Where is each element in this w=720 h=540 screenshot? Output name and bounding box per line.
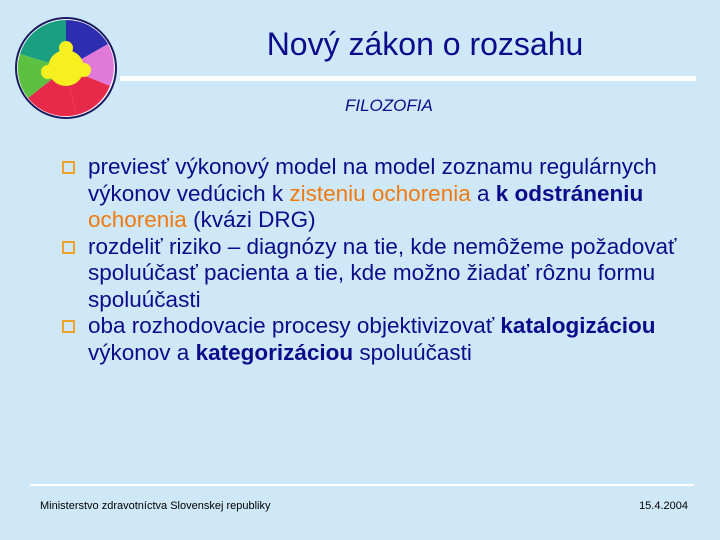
title-divider — [120, 76, 696, 81]
bullet-item — [62, 234, 702, 314]
bold-text: katalogizáciou — [500, 313, 656, 338]
bullet-text: rozdeliť riziko – diagnózy na tie, kde nemôžeme požadovať spoluúčasť pacienta a tie, kde možno žiadať rôznu formu spoluúčasti — [88, 233, 677, 312]
bullet-text: spoluúčasti — [353, 339, 472, 365]
footer-date: 15.4.2004 — [639, 500, 688, 512]
square-bullet-icon — [62, 161, 75, 174]
bold-text: kategorizáciou — [195, 339, 354, 365]
highlight-text: ochorenia — [88, 207, 187, 232]
bullet-text: výkonov a — [88, 339, 196, 365]
footer-organization: Ministerstvo zdravotníctva Slovenskej republiky — [40, 500, 271, 512]
bullet-text: oba rozhodovacie procesy objektivizovať — [88, 313, 501, 338]
bullet-item — [62, 313, 702, 366]
puzzle-logo-icon — [14, 16, 118, 120]
highlight-text: zisteniu ochorenia — [289, 180, 471, 206]
bold-text: k odstráneniu — [495, 180, 644, 206]
slide-title: Nový zákon o rozsahu — [266, 26, 584, 62]
bullet-item — [62, 154, 702, 234]
bullet-text: a — [470, 180, 496, 206]
bullet-list — [62, 154, 702, 366]
square-bullet-icon — [62, 241, 75, 254]
footer-divider — [30, 484, 694, 486]
square-bullet-icon — [62, 320, 75, 333]
bullet-text: (kvázi DRG) — [186, 207, 316, 232]
slide-subtitle: FILOZOFIA — [345, 96, 433, 115]
bullet-text: previesť výkonový model na model zoznamu regulárnych výkonov vedúcich k — [88, 154, 657, 206]
